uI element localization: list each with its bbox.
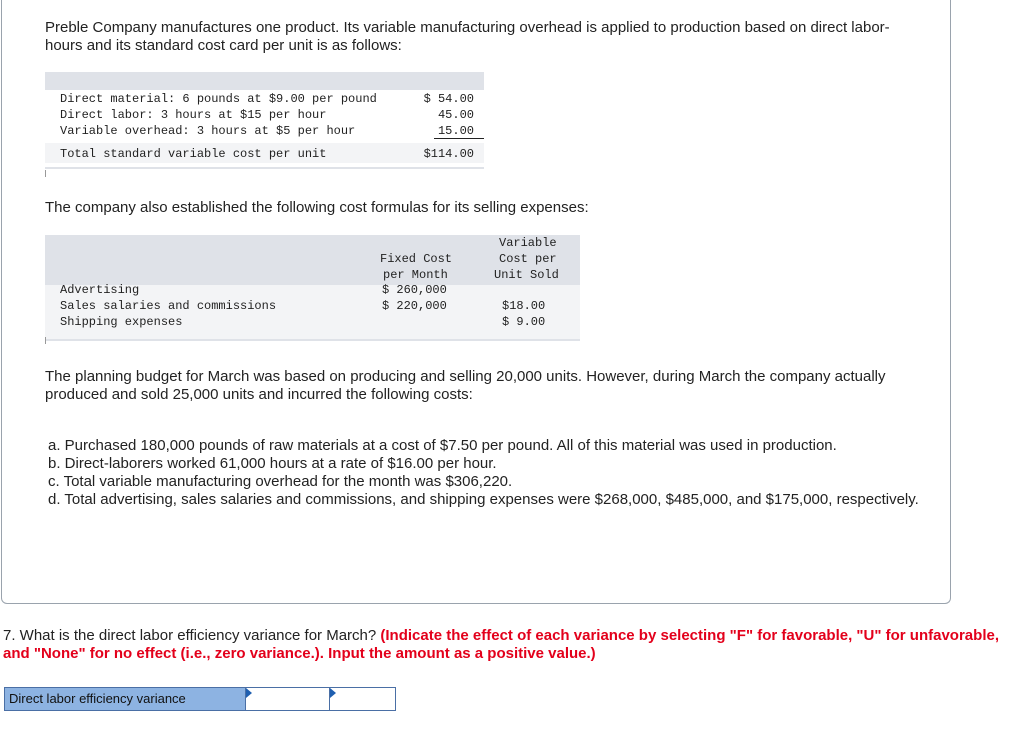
selling-expense-table xyxy=(45,235,580,343)
cost-row xyxy=(45,91,484,107)
variable-header-line3: Unit Sold xyxy=(494,268,559,282)
cost-row xyxy=(45,107,484,123)
cost-card-header-band xyxy=(45,72,484,90)
selling-intro-text: The company also established the following cost formulas for its selling expenses: xyxy=(45,199,589,216)
variable-header-line2: Cost per xyxy=(499,252,557,266)
list-item: b. Direct-laborers worked 61,000 hours at a rate of $16.00 per hour. xyxy=(48,455,497,472)
fixed-header-line2: per Month xyxy=(383,268,448,282)
actual-costs-list xyxy=(48,437,928,509)
planning-text: The planning budget for March was based on producing and selling 20,000 units. However, during March the company actually produced and sold 25,000 units and incurred the following costs: xyxy=(45,368,886,403)
cost-row-amount: 15.00 xyxy=(437,124,474,138)
input-marker-icon xyxy=(330,688,336,698)
cost-row-label: Variable overhead: 3 hours at $5 per hour xyxy=(60,124,356,138)
cost-card-edge xyxy=(45,170,46,177)
list-item: c. Total variable manufacturing overhead for the month was $306,220. xyxy=(48,473,513,490)
cost-total-amount: $114.00 xyxy=(423,147,474,161)
variance-amount-input[interactable] xyxy=(330,687,396,711)
cost-card-bottom-rule xyxy=(45,167,484,169)
question-prompt: 7. What is the direct labor efficiency variance for March? xyxy=(3,627,381,644)
variance-effect-dropdown[interactable] xyxy=(246,687,330,711)
cost-row-amount: $ 54.00 xyxy=(423,92,474,106)
fixed-cost-value: $ 220,000 xyxy=(382,299,447,313)
expense-label: Advertising xyxy=(60,283,140,297)
cost-total-label: Total standard variable cost per unit xyxy=(60,147,327,161)
standard-cost-card xyxy=(45,72,484,169)
question-instructions: (Indicate the effect of each variance by selecting "F" for favorable, "U" for unfavorable, and "None" for no effect (i.e., zero variance.). Input the amount as a positive value.) xyxy=(3,627,999,662)
dropdown-marker-icon xyxy=(246,688,252,698)
variable-header-line1: Variable xyxy=(499,236,557,250)
variable-cost-value: $18.00 xyxy=(502,299,546,313)
answer-row xyxy=(4,687,396,711)
list-item: d. Total advertising, sales salaries and commissions, and shipping expenses were $268,000, $485,000, and $175,000, respectively. xyxy=(48,491,919,508)
intro-text: Preble Company manufactures one product. Its variable manufacturing overhead is applied to production based on direct labor-hours and its standard cost card per unit is as follows: xyxy=(45,19,890,54)
list-item: a. Purchased 180,000 pounds of raw materials at a cost of $7.50 per pound. All of this material was used in production. xyxy=(48,437,837,454)
answer-row-label: Direct labor efficiency variance xyxy=(4,687,246,711)
expense-label: Sales salaries and commissions xyxy=(60,299,277,313)
expense-label: Shipping expenses xyxy=(60,315,183,329)
question-text xyxy=(3,627,1003,663)
selling-table-edge xyxy=(45,337,46,344)
cost-row-label: Direct labor: 3 hours at $15 per hour xyxy=(60,108,327,122)
selling-bottom-rule xyxy=(45,339,580,341)
variable-cost-value: $ 9.00 xyxy=(502,315,546,329)
subtotal-underline xyxy=(434,138,484,139)
fixed-cost-value: $ 260,000 xyxy=(382,283,447,297)
cost-total-row xyxy=(45,143,484,163)
cost-row xyxy=(45,123,484,139)
fixed-header-line1: Fixed Cost xyxy=(380,252,453,266)
cost-row-amount: 45.00 xyxy=(437,108,474,122)
cost-row-label: Direct material: 6 pounds at $9.00 per pound xyxy=(60,92,377,106)
